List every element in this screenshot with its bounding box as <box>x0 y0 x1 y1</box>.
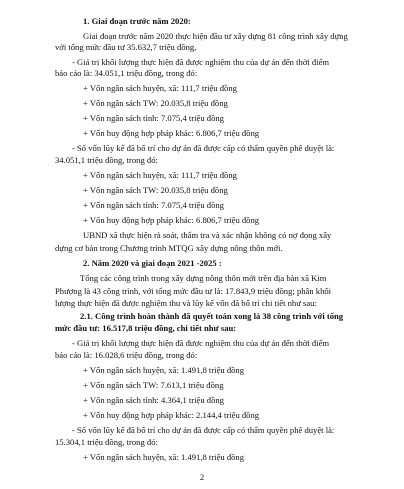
paragraph-line: Tổng các công trình trong xây dựng nông thôn mới trên địa bàn xã Kim <box>80 273 327 283</box>
paragraph-line: 34.051,1 triệu đồng, trong đó: <box>55 155 158 165</box>
paragraph-line: - Giá trị khối lượng thực hiện đã được nghiệm thu của dự án đến thời điểm <box>72 338 330 348</box>
paragraph-line: Phượng là 43 công trình, với tổng mức đầu tư là: 17.843,9 triệu đồng; phân khối <box>55 286 332 296</box>
heading-subsection-2-1: 2.1. Công trình hoàn thành đã quyết toán xong là 38 công trình với tổng <box>80 311 344 321</box>
paragraph-line: UBND xã thực hiện rà soát, thẩm tra và xác nhận không có nợ đọng xây <box>83 230 332 240</box>
page-number: 2 <box>199 472 205 482</box>
list-item: + Vốn ngân sách tỉnh: 4.364,1 triệu đồng <box>83 395 224 405</box>
list-item: + Vốn ngân sách tỉnh: 7.075,4 triệu đồng <box>83 200 224 210</box>
paragraph-line: - Giá trị khối lượng thực hiện đã được nghiệm thu của dự án đến thời điểm <box>72 57 330 67</box>
list-item: + Vốn ngân sách huyện, xã: 1.491,8 triệu đồng <box>83 365 245 375</box>
paragraph-line: 15.304,1 triệu đồng, trong đó: <box>55 437 158 447</box>
list-item: + Vốn huy động hợp pháp khác: 6.806,7 triệu đồng <box>83 215 260 225</box>
list-item: + Vốn ngân sách TW: 20.035,8 triệu đồng <box>83 185 228 195</box>
list-item: + Vốn ngân sách huyện, xã: 111,7 triệu đồng <box>83 83 237 93</box>
list-item: + Vốn ngân sách TW: 20.035,8 triệu đồng <box>83 98 228 108</box>
list-item: + Vốn ngân sách tỉnh: 7.075,4 triệu đồng <box>83 113 224 123</box>
paragraph-line: báo cáo là: 34.051,1 triệu đồng, trong đó: <box>55 68 198 78</box>
paragraph-line: Giai đoạn trước năm 2020 thực hiện đầu tư xây dựng 81 công trình xây dựng <box>83 31 348 41</box>
paragraph-line: - Số vốn lũy kế đã bố trí cho dự án đã được cấp có thẩm quyền phê duyệt là: <box>72 425 335 435</box>
list-item: + Vốn huy động hợp pháp khác: 6.806,7 triệu đồng <box>83 128 260 138</box>
list-item: + Vốn ngân sách TW: 7.613,1 triệu đồng <box>83 380 224 390</box>
paragraph-line: - Số vốn lũy kế đã bố trí cho dự án đã được cấp có thẩm quyền phê duyệt là: <box>72 143 335 153</box>
list-item: + Vốn ngân sách huyện, xã: 111,7 triệu đồng <box>83 170 237 180</box>
paragraph-line: với tổng mức đầu tư 35.632,7 triệu đồng, <box>55 42 197 52</box>
paragraph-line: báo cáo là: 16.028,6 triệu đồng, trong đó: <box>55 350 198 360</box>
heading-subsection-2-1-cont: mức đầu tư: 16.517,8 triệu đồng, chi tiết như sau: <box>55 323 237 333</box>
heading-section-2: 2. Năm 2020 và giai đoạn 2021 -2025 : <box>83 258 222 268</box>
list-item: + Vốn huy động hợp pháp khác: 2.144,4 triệu đồng <box>83 410 260 420</box>
heading-section-1: 1. Giai đoạn trước năm 2020: <box>83 16 191 26</box>
paragraph-line: lượng thực hiện đã được nghiệm thu và lũy kế vốn đã bố trí chi tiết như sau: <box>55 298 317 308</box>
list-item: + Vốn ngân sách huyện, xã: 1.491,8 triệu đồng <box>83 452 245 462</box>
paragraph-line: dựng cơ bản trong Chương trình MTQG xây dựng nông thôn mới. <box>55 243 283 253</box>
